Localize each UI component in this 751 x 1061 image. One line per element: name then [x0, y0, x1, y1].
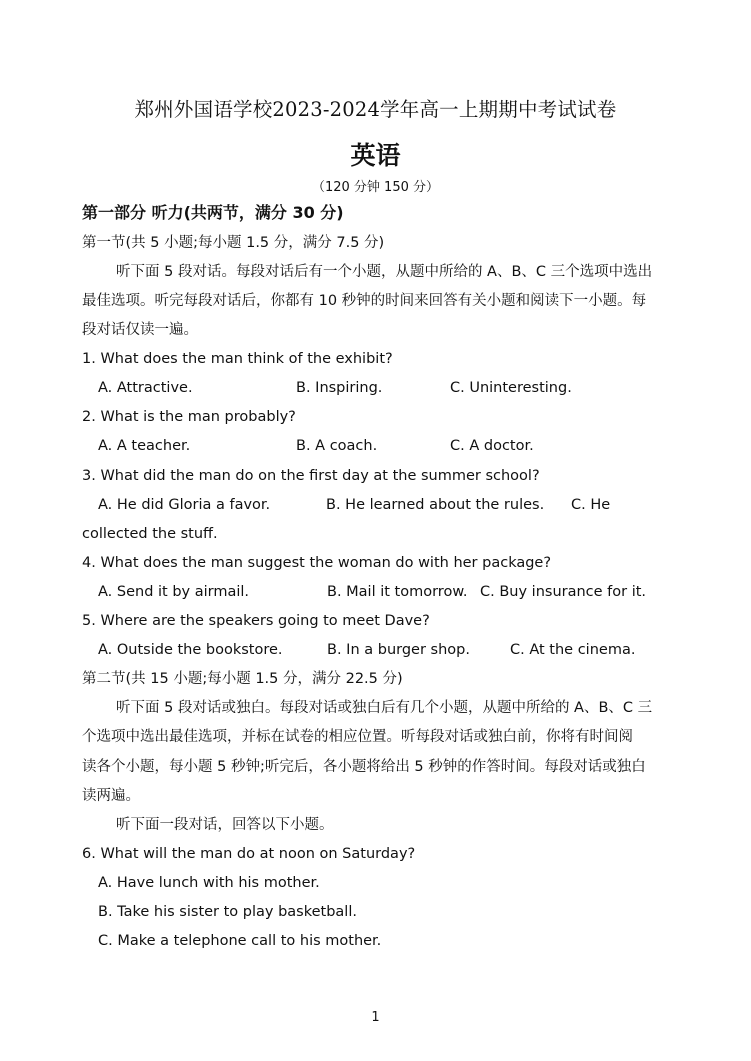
section2-instruction-line: 读两遍。	[82, 788, 140, 804]
section2-instruction-line: 读各个小题，每小题 5 秒钟;听完后，各小题将给出 5 秒钟的作答时间。每段对话或独白	[82, 759, 646, 775]
option-c: C. Uninteresting.	[450, 380, 572, 396]
section2-instruction-line: 个选项中选出最佳选项，并标在试卷的相应位置。听每段对话或独白前，你将有时间阅	[82, 729, 633, 745]
option-b: B. Mail it tomorrow.	[327, 584, 468, 600]
question-3: 3. What did the man do on the first day at the summer school?	[82, 468, 540, 484]
section1-instruction-line: 段对话仅读一遍。	[82, 322, 198, 338]
question-5: 5. Where are the speakers going to meet Dave?	[82, 613, 430, 629]
option-b: B. A coach.	[296, 438, 378, 454]
question-3-options	[0, 495, 751, 515]
question-1: 1. What does the man think of the exhibit?	[82, 351, 393, 367]
option-c: C. Buy insurance for it.	[480, 584, 647, 600]
question-5-options	[0, 640, 751, 660]
section1-instruction-line: 听下面 5 段对话。每段对话后有一个小题，从题中所给的 A、B、C 三个选项中选出	[116, 264, 653, 280]
question-6: 6. What will the man do at noon on Saturday?	[82, 846, 416, 862]
part1-title: 第一部分 听力(共两节，满分 30 分)	[82, 203, 344, 222]
subject-title: 英语	[350, 141, 401, 170]
option-b: B. Take his sister to play basketball.	[98, 904, 357, 920]
option-c-continued: collected the stuff.	[82, 526, 218, 542]
dialogue-intro: 听下面一段对话，回答以下小题。	[116, 817, 334, 833]
time-info: （120 分钟 150 分）	[311, 180, 440, 195]
page-number: 1	[371, 1010, 380, 1025]
option-c: C. A doctor.	[450, 438, 534, 454]
section1-title: 第一节(共 5 小题;每小题 1.5 分，满分 7.5 分)	[82, 235, 385, 251]
exam-title: 郑州外国语学校2023-2024学年高一上期期中考试试卷	[134, 98, 617, 121]
question-4: 4. What does the man suggest the woman do with her package?	[82, 555, 552, 571]
section2-title: 第二节(共 15 小题;每小题 1.5 分，满分 22.5 分)	[82, 671, 403, 687]
option-a: A. Outside the bookstore.	[98, 642, 283, 658]
section1-instruction-line: 最佳选项。听完每段对话后，你都有 10 秒钟的时间来回答有关小题和阅读下一小题。每	[82, 293, 647, 309]
option-c: C. Make a telephone call to his mother.	[98, 933, 382, 949]
option-b: B. In a burger shop.	[327, 642, 470, 658]
option-a: A. He did Gloria a favor.	[98, 497, 271, 513]
option-a: A. Attractive.	[98, 380, 193, 396]
question-2: 2. What is the man probably?	[82, 409, 296, 425]
option-b: B. Inspiring.	[296, 380, 383, 396]
question-1-options	[0, 378, 751, 398]
option-a: A. Have lunch with his mother.	[98, 875, 320, 891]
option-a: A. A teacher.	[98, 438, 191, 454]
option-b: B. He learned about the rules.	[326, 497, 545, 513]
section2-instruction-line: 听下面 5 段对话或独白。每段对话或独白后有几个小题，从题中所给的 A、B、C 三	[116, 700, 653, 716]
question-4-options	[0, 582, 751, 602]
option-c: C. He	[571, 497, 611, 513]
question-2-options	[0, 436, 751, 456]
option-a: A. Send it by airmail.	[98, 584, 250, 600]
option-c: C. At the cinema.	[510, 642, 636, 658]
